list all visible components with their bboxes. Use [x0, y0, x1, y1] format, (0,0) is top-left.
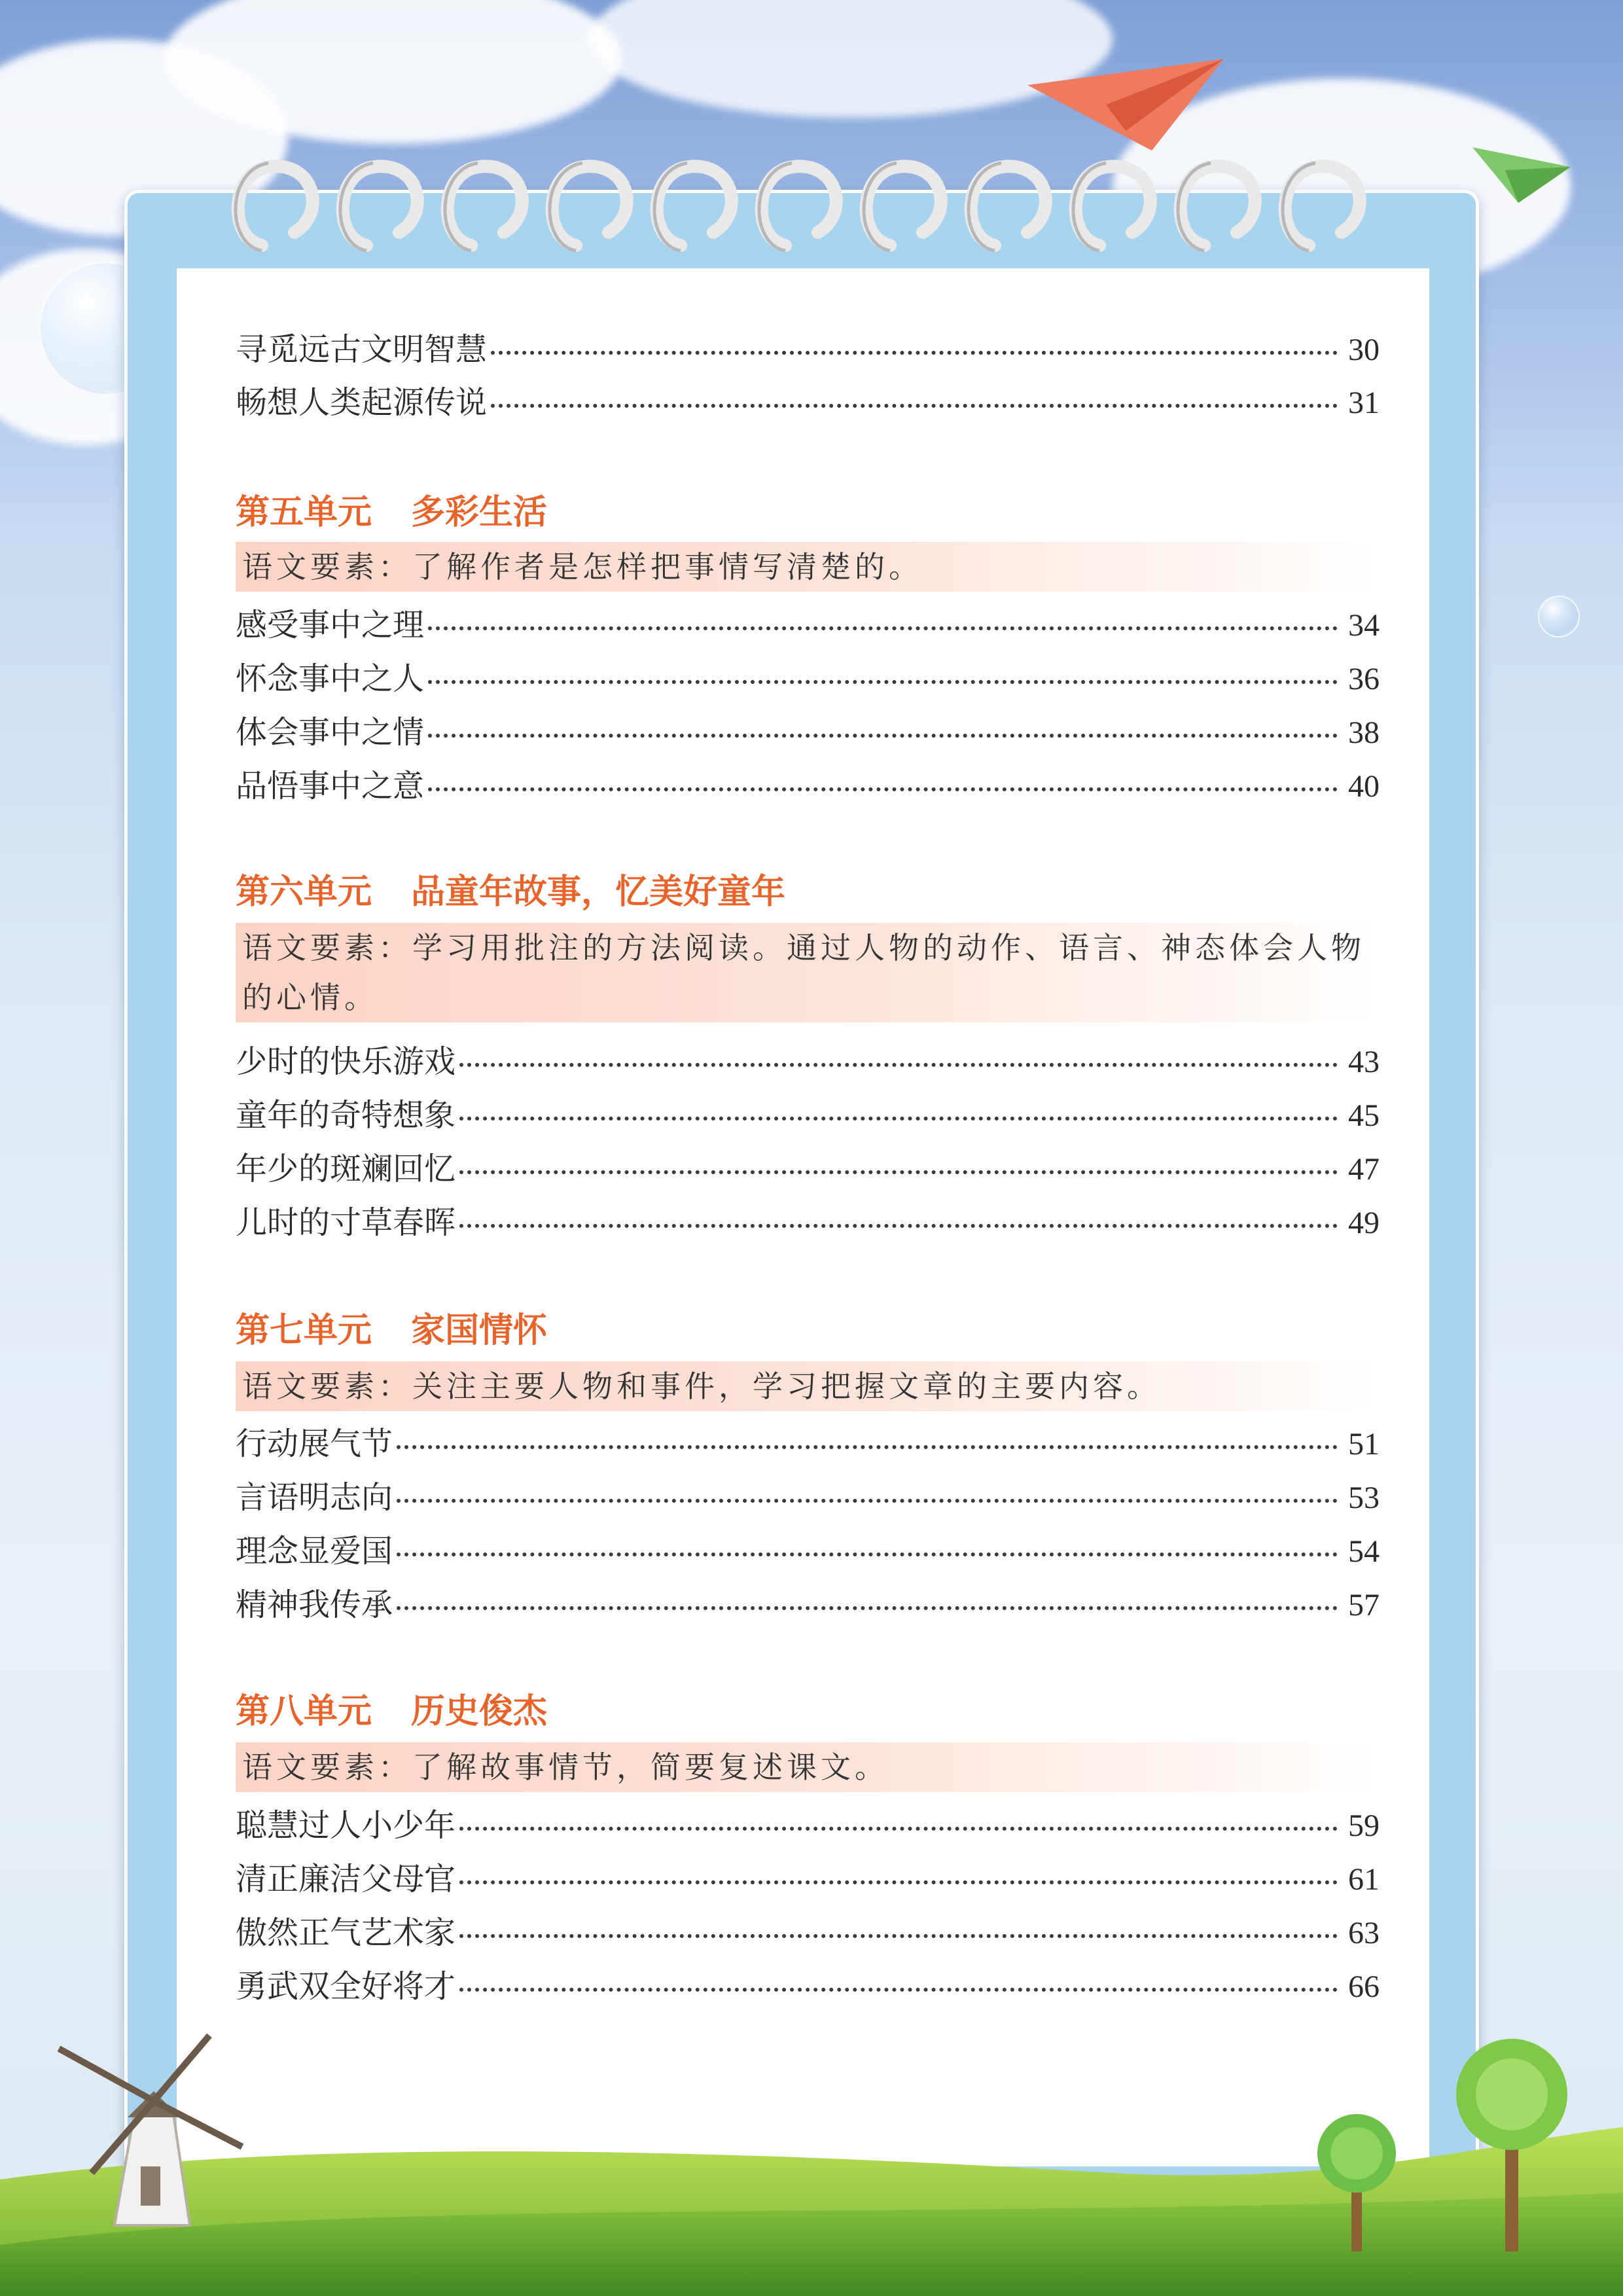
- toc-entry[interactable]: [236, 1579, 1380, 1625]
- toc-leader-dots: [491, 351, 1338, 355]
- toc-entry-page: 63: [1348, 1916, 1380, 1950]
- toc-leader-dots: [397, 1606, 1338, 1610]
- toc-entry-title: 行动展气节: [236, 1426, 393, 1462]
- toc-entry-page: 54: [1348, 1534, 1380, 1569]
- toc-entry[interactable]: [236, 377, 1380, 423]
- toc-entry-page: 34: [1348, 608, 1380, 643]
- toc-entry-page: 57: [1348, 1588, 1380, 1623]
- toc-entry-page: 40: [1348, 769, 1380, 804]
- language-element-note: 语文要素：关注主要人物和事件，学习把握文章的主要内容。: [236, 1361, 1380, 1411]
- toc-entry[interactable]: [236, 707, 1380, 753]
- toc-entry-title: 少时的快乐游戏: [236, 1043, 456, 1080]
- toc-entry[interactable]: [236, 1197, 1380, 1243]
- toc-entry-title: 品悟事中之意: [236, 768, 425, 804]
- toc-entry-title: 体会事中之情: [236, 714, 425, 751]
- toc-entry[interactable]: [236, 761, 1380, 806]
- toc-leader-dots: [459, 1880, 1338, 1884]
- toc-leader-dots: [459, 1117, 1338, 1121]
- toc-leader-dots: [459, 1170, 1338, 1174]
- toc-entry-page: 31: [1348, 386, 1380, 420]
- unit-name: 历史俊杰: [411, 1691, 548, 1731]
- toc-leader-dots: [397, 1445, 1338, 1449]
- toc-entry-title: 寻觅远古文明智慧: [236, 331, 488, 368]
- toc-entry-page: 61: [1348, 1862, 1380, 1897]
- toc-entry[interactable]: [236, 1418, 1380, 1464]
- toc-leader-dots: [428, 734, 1338, 738]
- toc-leader-dots: [428, 626, 1338, 630]
- toc-entry-page: 36: [1348, 662, 1380, 696]
- unit-number: 第七单元: [236, 1310, 372, 1350]
- toc-leader-dots: [459, 1934, 1338, 1938]
- toc-leader-dots: [491, 404, 1338, 408]
- toc-entry-title: 清正廉洁父母官: [236, 1861, 456, 1897]
- toc-entry-page: 53: [1348, 1480, 1380, 1515]
- unit-number: 第六单元: [236, 872, 372, 912]
- toc-entry-page: 43: [1348, 1045, 1380, 1079]
- language-element-note: 语文要素：了解故事情节，简要复述课文。: [236, 1742, 1380, 1792]
- toc-entry[interactable]: [236, 600, 1380, 645]
- toc-entry[interactable]: [236, 1800, 1380, 1846]
- toc-entry[interactable]: [236, 1143, 1380, 1189]
- toc-entry-title: 畅想人类起源传说: [236, 384, 488, 421]
- toc-leader-dots: [397, 1552, 1338, 1556]
- toc-entry[interactable]: [236, 1854, 1380, 1899]
- toc-entry-title: 傲然正气艺术家: [236, 1914, 456, 1951]
- toc-entry-page: 51: [1348, 1427, 1380, 1462]
- paper-plane-icon: [1472, 137, 1571, 203]
- toc-leader-dots: [459, 1224, 1338, 1228]
- toc-entry[interactable]: [236, 324, 1380, 370]
- unit-heading[interactable]: [236, 1683, 547, 1729]
- unit-number: 第五单元: [236, 492, 372, 532]
- toc-entry[interactable]: [236, 653, 1380, 699]
- toc-entry-page: 45: [1348, 1098, 1380, 1133]
- unit-heading[interactable]: [236, 864, 785, 910]
- unit-number: 第八单元: [236, 1691, 372, 1731]
- toc-entry[interactable]: [236, 1036, 1380, 1082]
- toc-entry[interactable]: [236, 1961, 1380, 2007]
- toc-entry-page: 59: [1348, 1808, 1380, 1843]
- unit-name: 多彩生活: [411, 492, 548, 532]
- language-element-note: 语文要素：学习用批注的方法阅读。通过人物的动作、语言、神态体会人物的心情。: [236, 923, 1380, 1022]
- toc-leader-dots: [459, 1827, 1338, 1831]
- unit-name: 家国情怀: [411, 1310, 548, 1350]
- toc-entry[interactable]: [236, 1090, 1380, 1136]
- toc-entry-title: 勇武双全好将才: [236, 1968, 456, 2005]
- toc-leader-dots: [397, 1499, 1338, 1503]
- toc-entry-title: 言语明志向: [236, 1479, 393, 1516]
- toc-entry-page: 49: [1348, 1206, 1380, 1240]
- toc-entry-page: 66: [1348, 1969, 1380, 2004]
- meadow-scenery: [0, 2029, 1623, 2296]
- toc-entry-title: 聪慧过人小少年: [236, 1807, 456, 1844]
- toc-leader-dots: [459, 1063, 1338, 1067]
- toc-entry-title: 怀念事中之人: [236, 660, 425, 697]
- toc-entry-page: 38: [1348, 715, 1380, 750]
- unit-name: 品童年故事，忆美好童年: [411, 872, 786, 912]
- toc-entry-title: 感受事中之理: [236, 607, 425, 643]
- toc-entry-title: 童年的奇特想象: [236, 1097, 456, 1134]
- toc-leader-dots: [428, 680, 1338, 684]
- bubble-decoration: [1538, 596, 1580, 637]
- toc-entry-title: 精神我传承: [236, 1587, 393, 1623]
- toc-entry-title: 理念显爱国: [236, 1533, 393, 1570]
- toc-entry[interactable]: [236, 1472, 1380, 1518]
- spiral-binding: [216, 134, 1368, 285]
- unit-heading[interactable]: [236, 1302, 547, 1348]
- toc-leader-dots: [428, 787, 1338, 791]
- toc-entry-title: 儿时的寸草春晖: [236, 1204, 456, 1241]
- toc-entry-title: 年少的斑斓回忆: [236, 1151, 456, 1187]
- language-element-note: 语文要素：了解作者是怎样把事情写清楚的。: [236, 542, 1380, 592]
- toc-leader-dots: [459, 1988, 1338, 1992]
- unit-heading[interactable]: [236, 484, 547, 530]
- toc-entry[interactable]: [236, 1526, 1380, 1571]
- toc-entry[interactable]: [236, 1907, 1380, 1953]
- toc-entry-page: 47: [1348, 1152, 1380, 1187]
- toc-entry-page: 30: [1348, 332, 1380, 367]
